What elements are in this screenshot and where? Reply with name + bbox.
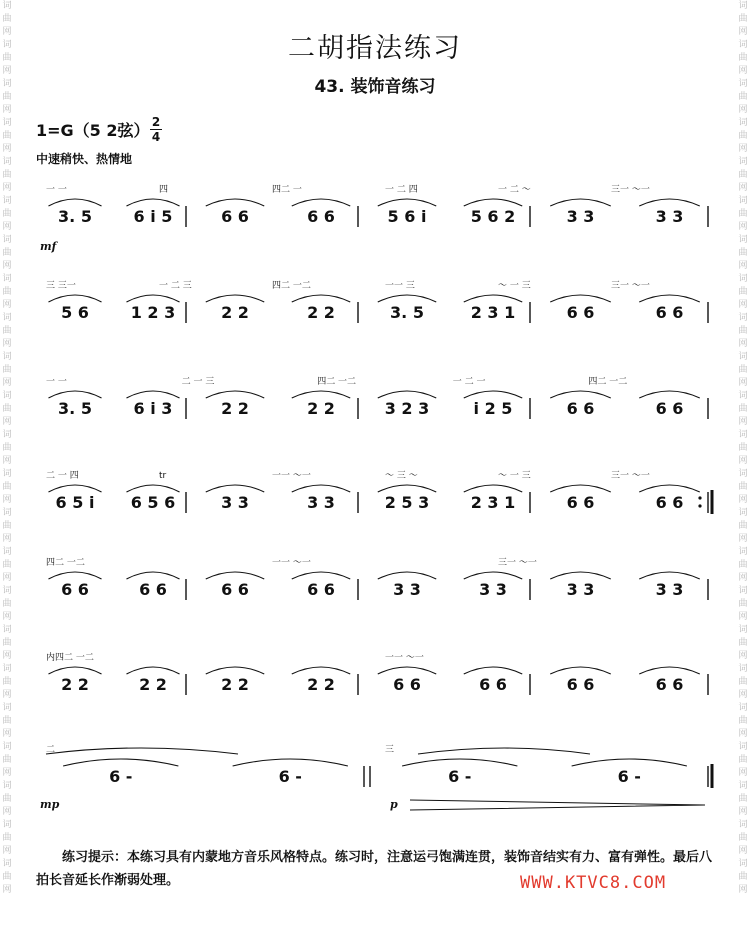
note-group: 6 5 6 [130, 493, 176, 512]
meter-bottom: 4 [151, 130, 161, 144]
slur-arc [206, 485, 264, 492]
fingering-mark: 四二 一二 [317, 377, 357, 387]
fingering-mark: 一一 ～一 [272, 558, 311, 568]
slur-arc [48, 199, 101, 206]
site-logo: WWW.KTVC8.COM [520, 873, 667, 893]
slur-arc [48, 485, 101, 492]
slur-arc [48, 295, 101, 302]
slur-arc [292, 572, 350, 579]
note-group: 6 6 [566, 399, 595, 418]
measure [378, 391, 522, 418]
fingering-mark: 一 一 [46, 185, 67, 195]
slur-arc [639, 572, 700, 579]
note-group: 6 6 [566, 303, 595, 322]
measure [378, 295, 522, 322]
fingering-mark: 三 [385, 745, 395, 755]
slur-arc [126, 572, 179, 579]
measure [48, 667, 179, 694]
slur-arc [126, 199, 179, 206]
measure [550, 667, 700, 694]
slur-arc [464, 391, 522, 398]
slur-arc [464, 667, 522, 674]
measure [550, 572, 700, 599]
note-group: 2 2 [221, 303, 249, 322]
fingering-mark: 四二 一二 [272, 281, 311, 291]
slur-arc [206, 295, 264, 302]
practice-hint: 练习提示：本练习具有内蒙地方音乐风格特点。练习时，注意运弓饱满连贯，装饰音结实有力、富有弹性。最后八拍长音延长作渐弱处理。 [36, 850, 713, 888]
measure [48, 295, 179, 322]
slur-arc [378, 667, 436, 674]
slur-arc [292, 391, 350, 398]
slur-arc [206, 667, 264, 674]
note-group: 6 i 3 [133, 399, 173, 418]
slur-arc [639, 391, 700, 398]
note-group: 3. 5 [58, 399, 92, 418]
note-group: 2 2 [221, 675, 249, 694]
note-group: 2 5 3 [384, 493, 430, 512]
slur-arc [378, 391, 436, 398]
fingering-mark: 三一 ～一 [611, 185, 650, 195]
slur-arc [550, 572, 611, 579]
page-title: 二胡指法练习 [288, 33, 462, 64]
note-group: 6 6 [479, 675, 507, 694]
note-group: 2 3 1 [470, 303, 516, 322]
note-group: 2 3 1 [470, 493, 516, 512]
dynamic-marking: p [390, 798, 398, 811]
slur-arc [550, 667, 611, 674]
note-group: 6 6 [307, 207, 335, 226]
note-group: i 2 5 [473, 399, 513, 418]
measure [206, 199, 350, 226]
note-group: 2 2 [139, 675, 167, 694]
note-group: 6 - [617, 767, 641, 786]
fingering-mark: 一 二 三 [159, 281, 192, 291]
slur-arc [378, 295, 436, 302]
slur-arc [48, 667, 101, 674]
fingering-mark: tr [159, 471, 167, 481]
note-group: 3 3 [221, 493, 249, 512]
fingering-mark: 三 三一 [46, 281, 76, 291]
meter-top: 2 [151, 115, 161, 129]
note-group: 3 3 [307, 493, 335, 512]
note-group: 6 6 [393, 675, 421, 694]
fingering-mark: 一 二 四 [385, 185, 418, 195]
fingering-mark: 内四二 一二 [46, 653, 94, 663]
slur-arc [550, 485, 611, 492]
score-system [46, 470, 712, 514]
slur-arc [550, 391, 611, 398]
note-group: 6 i 5 [133, 207, 173, 226]
fingering-mark: 一一 三 [385, 281, 415, 291]
fingering-mark: 二 一 四 [46, 471, 79, 481]
fingering-mark: 四二 一 [272, 185, 302, 195]
note-group: 3 3 [479, 580, 507, 599]
slur-arc [378, 199, 436, 206]
measure [48, 485, 179, 512]
slur-arc [572, 759, 687, 766]
measure [206, 391, 350, 418]
tempo-marking: 中速稍快、热情地 [36, 152, 133, 166]
score-system [46, 651, 708, 695]
repeat-dot [698, 496, 701, 499]
measure [378, 572, 522, 599]
slur-arc [378, 485, 436, 492]
repeat-dot [698, 504, 701, 507]
slur-arc [233, 759, 348, 766]
fingering-mark: 四二 一二 [588, 377, 628, 387]
slur-arc [292, 485, 350, 492]
slur-arc [550, 295, 611, 302]
measure [378, 199, 522, 226]
note-group: 6 6 [655, 303, 684, 322]
measure [63, 759, 348, 786]
measure [550, 199, 700, 226]
fingering-mark: 一 二 ～ [498, 185, 531, 195]
note-group: 3. 5 [390, 303, 424, 322]
fingering-mark: 二 一 三 [181, 377, 215, 387]
dynamic-marking: mf [40, 240, 57, 253]
note-group: 3 3 [566, 580, 595, 599]
fingering-mark: ～ 三 ～ [385, 471, 418, 481]
slur-arc [126, 485, 179, 492]
note-group: 1 2 3 [130, 303, 176, 322]
watermark-right: 词曲网词曲网词曲网词曲网词曲网词曲网词曲网词曲网词曲网词曲网词曲网词曲网词曲网词曲网词曲网词曲网词曲网词曲网词曲网词曲网词曲网词曲网词曲网 [738, 1, 748, 895]
note-group: 3 3 [566, 207, 595, 226]
slur-arc [48, 391, 101, 398]
slur-arc [639, 667, 700, 674]
score-system [46, 557, 708, 600]
measure [48, 572, 179, 599]
measure [378, 485, 522, 512]
dynamic-marking: mp [40, 798, 60, 811]
fingering-mark: 一 一 [46, 377, 67, 387]
note-group: 6 6 [307, 580, 335, 599]
tie-arc [418, 748, 590, 754]
slur-arc [639, 485, 700, 492]
note-group: 2 2 [307, 675, 335, 694]
fingering-mark: 三一 ～一 [611, 471, 650, 481]
measure [550, 391, 700, 418]
note-group: 6 6 [655, 675, 684, 694]
slur-arc [206, 572, 264, 579]
fingering-mark: 一一 ～一 [272, 471, 311, 481]
note-group: 6 6 [61, 580, 89, 599]
slur-arc [464, 572, 522, 579]
slur-arc [464, 199, 522, 206]
slur-arc [48, 572, 101, 579]
key-signature: 1=G（5 2弦） [36, 121, 150, 140]
slur-arc [550, 199, 611, 206]
note-group: 3 3 [393, 580, 421, 599]
note-group: 2 2 [221, 399, 249, 418]
measure [402, 759, 687, 786]
note-group: 3 3 [655, 207, 684, 226]
measure [206, 295, 350, 322]
measure [48, 199, 179, 226]
slur-arc [206, 391, 264, 398]
note-group: 6 6 [139, 580, 167, 599]
note-group: 6 6 [221, 207, 249, 226]
note-group: 6 - [278, 767, 302, 786]
score-system [46, 184, 708, 227]
fingering-mark: 一一 ～一 [385, 653, 424, 663]
note-group: 5 6 2 [470, 207, 516, 226]
slur-arc [292, 667, 350, 674]
score-system [46, 744, 712, 810]
measure [206, 667, 350, 694]
measure [378, 667, 522, 694]
fingering-mark: 一 二 一 [452, 377, 486, 387]
fingering-mark: 三一 ～一 [611, 281, 650, 291]
note-group: 5 6 i [387, 207, 427, 226]
note-group: 6 6 [655, 399, 684, 418]
note-group: 6 - [448, 767, 472, 786]
tie-arc [46, 748, 238, 754]
note-group: 3. 5 [58, 207, 92, 226]
note-group: 5 6 [61, 303, 89, 322]
note-group: 6 6 [655, 493, 684, 512]
slur-arc [206, 199, 264, 206]
fingering-mark: 三一 ～一 [498, 558, 537, 568]
note-group: 2 2 [307, 399, 335, 418]
slur-arc [402, 759, 517, 766]
note-group: 6 6 [566, 493, 595, 512]
slur-arc [464, 485, 522, 492]
note-group: 6 5 i [55, 493, 95, 512]
note-group: 3 3 [655, 580, 684, 599]
measure [206, 572, 350, 599]
score-system [46, 376, 708, 419]
note-group: 2 2 [307, 303, 335, 322]
fingering-mark: 四二 一二 [46, 558, 85, 568]
slur-arc [292, 295, 350, 302]
fingering-mark: ～ 一 三 [498, 281, 531, 291]
measure [550, 295, 700, 322]
fingering-mark: 二 [46, 745, 56, 755]
slur-arc [126, 295, 179, 302]
measure [48, 391, 179, 418]
slur-arc [126, 667, 179, 674]
fingering-mark: 四 [159, 185, 169, 195]
slur-arc [639, 295, 700, 302]
measure [206, 485, 350, 512]
note-group: 6 - [109, 767, 133, 786]
slur-arc [378, 572, 436, 579]
decrescendo-hairpin [410, 800, 705, 810]
score-system [46, 280, 708, 323]
slur-arc [126, 391, 179, 398]
fingering-mark: ～ 一 三 [498, 471, 531, 481]
slur-arc [639, 199, 700, 206]
exercise-subtitle: 43. 装饰音练习 [314, 77, 436, 97]
note-group: 2 2 [61, 675, 89, 694]
slur-arc [63, 759, 178, 766]
measure [550, 485, 700, 512]
slur-arc [292, 199, 350, 206]
note-group: 3 2 3 [384, 399, 430, 418]
note-group: 6 6 [566, 675, 595, 694]
slur-arc [464, 295, 522, 302]
note-group: 6 6 [221, 580, 249, 599]
watermark-left: 词曲网词曲网词曲网词曲网词曲网词曲网词曲网词曲网词曲网词曲网词曲网词曲网词曲网词曲网词曲网词曲网词曲网词曲网词曲网词曲网词曲网词曲网词曲网 [2, 1, 12, 895]
